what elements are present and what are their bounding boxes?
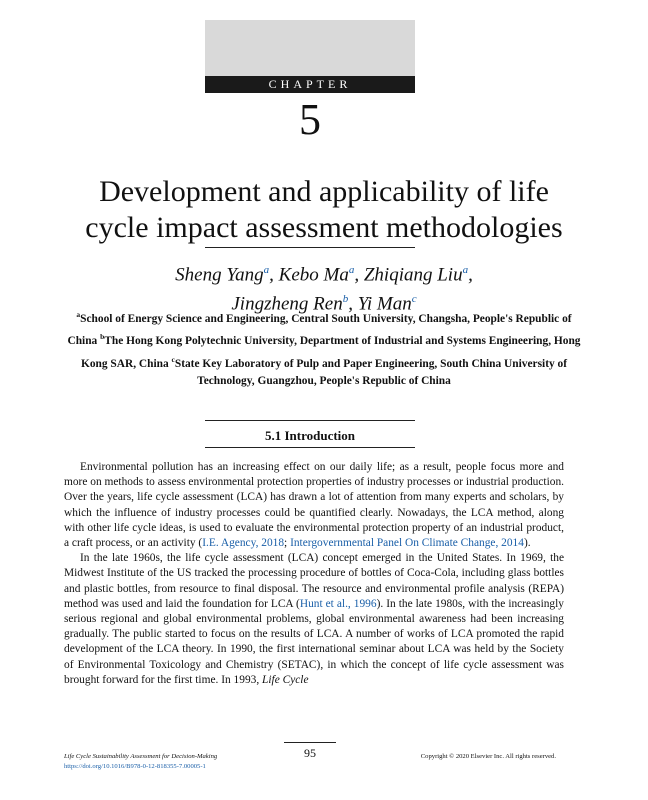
book-title: Life Cycle Sustainability Assessment for Decision-Making [64, 753, 218, 760]
section-heading: 5.1 Introduction [264, 428, 356, 443]
author: Jingzheng Ren [231, 293, 343, 315]
chapter-title [40, 174, 608, 246]
citation-link[interactable]: Intergovernmental Panel On Climate Change, 2014 [290, 537, 524, 550]
author-affiliation-mark[interactable]: a [348, 264, 355, 276]
author: Sheng Yang [175, 264, 264, 286]
chapter-label: CHAPTER [205, 76, 415, 93]
author-affiliation-mark[interactable]: a [263, 264, 270, 276]
author: Yi Man [357, 293, 412, 315]
author-affiliation-mark[interactable]: a [462, 264, 469, 276]
author: Zhiqiang Liu [363, 264, 463, 286]
chapter-number: 5 [299, 95, 321, 144]
author-affiliation-mark[interactable]: b [342, 293, 349, 306]
affiliations [62, 306, 586, 390]
title-line-2: cycle impact assessment methodologies [85, 211, 563, 244]
paragraph: Environmental pollution has an increasing effect on our daily life; as a result, people focus more and more on methods to assess environmental protection properties of industry processes or industrial production. Over the years, life cycle assessment (LCA) has drawn a lot of attention from many experts and scholars, by which the influence of industry processes could be quantified clearly. Nowadays, the LCA method, along with other life cycle ideas, is used to evaluate the environmental protection property of an industrial product, a craft process, or an activity (I.E. Agency, 2018; Intergovernmental Panel On Climate Change, 2014). [64, 461, 564, 550]
paragraph: In the late 1960s, the life cycle assessment (LCA) concept emerged in the United States. In 1969, the Midwest Institute of the US tracked the processing procedure of bottles of Coca-Cola, including glass bottles and plastic bottles, from resource to final disposal. The resource and environmental profile analysis (REPA) method was used and laid the foundation for LCA (Hunt et al., 1996). In the late 1980s, with the increasingly serious regional and global environmental problems, global environmental awareness had been increasing gradually. The public started to focus on the results of LCA. A number of works of LCA promoted the rapid development of the LCA theory. In 1990, the first international seminar about LCA was held by the Society of Environmental Toxicology and Chemistry (SETAC), in which the concept of life cycle assessment was brought forward for the first time. In 1993, Life Cycle [64, 552, 564, 686]
affiliation: The Hong Kong Polytechnic University, Department of Industrial and Systems Engineering, Hong Kong SAR, China [80, 335, 581, 370]
doi-link[interactable]: https://doi.org/10.1016/B978-0-12-818355-7.00005-1 [64, 763, 206, 770]
section-divider-bottom [205, 447, 415, 448]
title-line-1: Development and applicability of life [99, 175, 549, 208]
citation-link[interactable]: I.E. Agency, 2018 [202, 537, 285, 550]
citation-link[interactable]: Hunt et al., 1996 [299, 597, 377, 610]
affiliation-mark: a [76, 310, 81, 319]
affiliation: State Key Laboratory of Pulp and Paper Engineering, South China University of Technology, Guangzhou, People's Republic of China [174, 357, 568, 387]
section-divider-top [205, 420, 415, 421]
affiliation-mark: b [100, 332, 105, 342]
copyright: Copyright © 2020 Elsevier Inc. All rights reserved. [420, 753, 556, 760]
title-divider [205, 247, 415, 248]
body-text [64, 460, 564, 688]
author-affiliation-mark[interactable]: c [411, 293, 417, 306]
page-number: 95 [284, 742, 336, 761]
author: Kebo Ma [278, 264, 349, 286]
footer-source [64, 752, 294, 772]
affiliation-mark: c [171, 354, 175, 364]
author-list: Sheng Yang$^a$, Kebo Ma$^a$, Zhiqiang Liu$^a$, Jingzheng Ren$^b$, Yi Man$^c$ [175, 264, 473, 315]
affiliation: School of Energy Science and Engineering, Central South University, Changsha, People's Republic of China [67, 312, 572, 348]
